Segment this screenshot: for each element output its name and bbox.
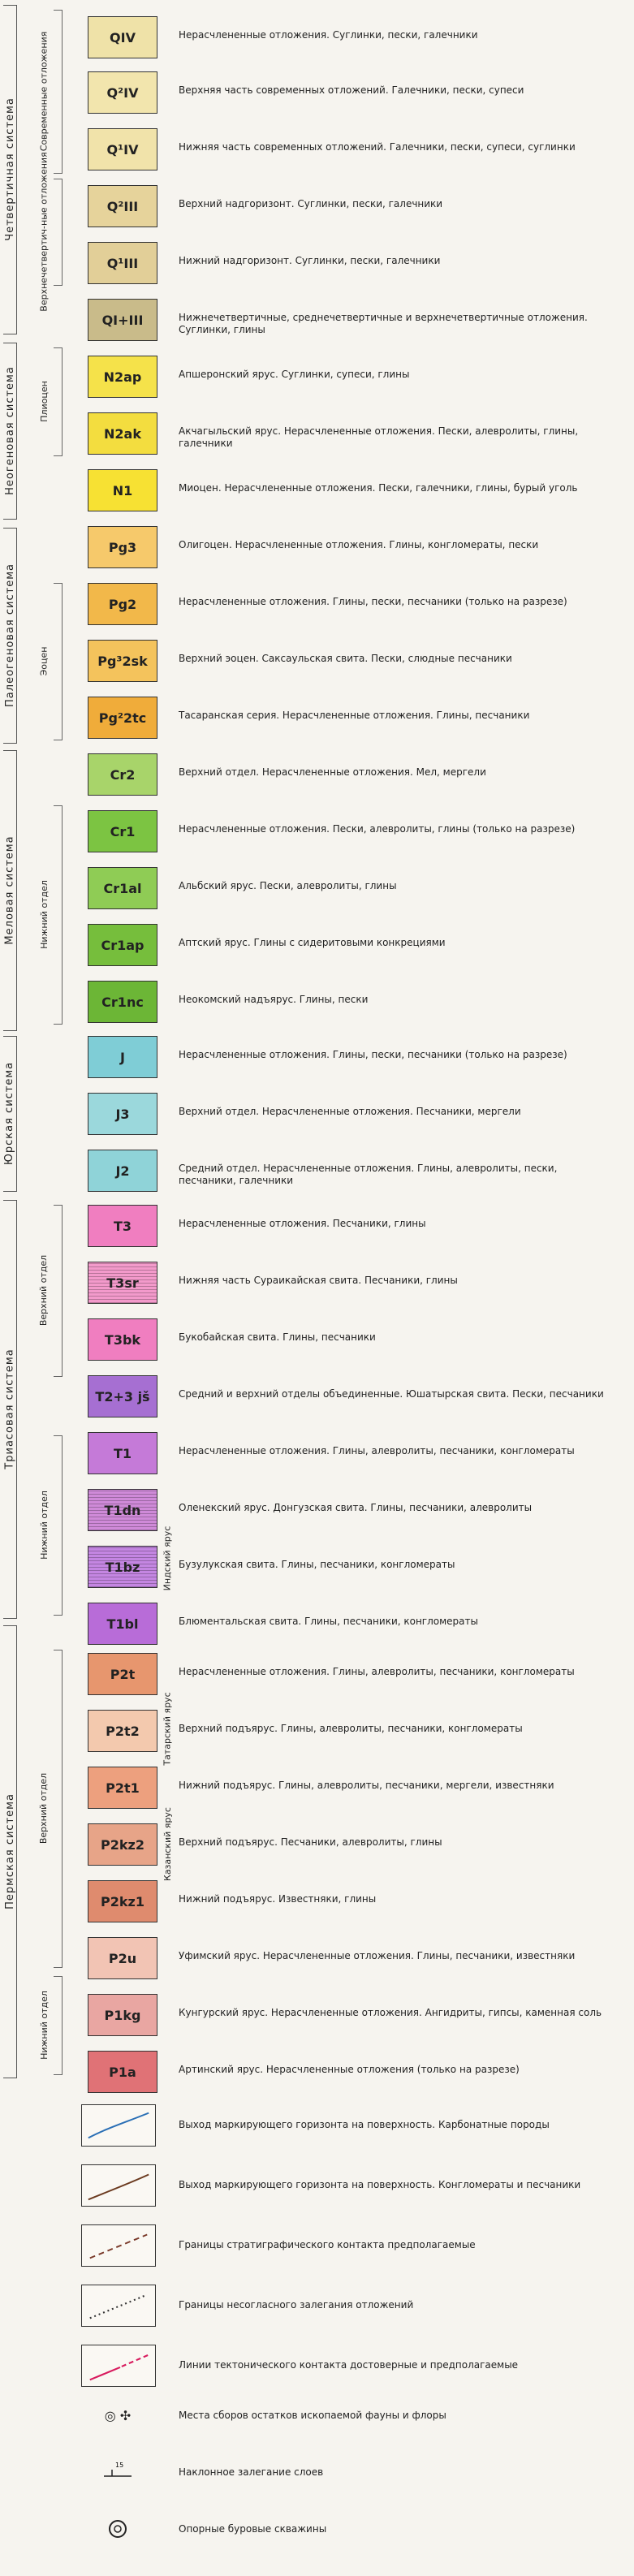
unit-description: Верхний надгоризонт. Суглинки, пески, галечники xyxy=(179,198,443,209)
unit-description: Верхний подъярус. Глины, алевролиты, песчаники, конгломераты xyxy=(179,1723,523,1734)
system-label: Пермская система xyxy=(3,1793,16,1909)
unit-description: Апшеронский ярус. Суглинки, супеси, глины xyxy=(179,369,410,380)
unit-description: Нижнечетвертичные, среднечетвертичные и верхнечетвертичные отложения. Суглинки, глины xyxy=(179,312,588,335)
unit-color-box: T3sr xyxy=(88,1262,157,1304)
unit-description: Тасаранская серия. Нерасчлененные отложения. Глины, песчаники xyxy=(179,710,530,721)
unit-description: Кунгурский ярус. Нерасчлененные отложения. Ангидриты, гипсы, каменная соль xyxy=(179,2007,602,2018)
stage-label: Казанский ярус xyxy=(162,1806,173,1881)
system-label: Палеогеновая система xyxy=(3,563,16,707)
unit-description: Миоцен. Нерасчлененные отложения. Пески, галечники, глины, бурый уголь xyxy=(179,482,578,494)
system-label: Триасовая система xyxy=(3,1348,16,1469)
unit-description: Акчагыльский ярус. Нерасчлененные отложения. Пески, алевролиты, глины, галечники xyxy=(179,425,579,449)
unit-color-box: T2+3 jš xyxy=(88,1375,157,1417)
unit-color-box: Cr1al xyxy=(88,867,157,909)
unit-color-box: P2t2 xyxy=(88,1710,157,1752)
unit-description: Нижняя часть современных отложений. Галечники, пески, супеси, суглинки xyxy=(179,141,576,153)
subdivision-label: Нижний отдел xyxy=(38,1990,50,2060)
unit-color-box: Cr1nc xyxy=(88,981,157,1023)
unconformity-dotted-line xyxy=(81,2285,156,2327)
unit-description: Аптский ярус. Глины с сидеритовыми конкрециями xyxy=(179,937,446,948)
unit-color-box: Pg²2tc xyxy=(88,697,157,739)
subdivision-bracket xyxy=(54,1650,63,1968)
subdivision-bracket xyxy=(54,1976,63,2075)
subdivision-bracket xyxy=(54,583,63,740)
unit-description: Средний и верхний отделы объединенные. Юшатырская свита. Пески, песчаники xyxy=(179,1388,604,1400)
unit-description: Нерасчлененные отложения. Пески, алевролиты, глины (только на разрезе) xyxy=(179,823,576,835)
marker-description: Наклонное залегание слоев xyxy=(179,2466,324,2478)
unit-color-box: P2kz2 xyxy=(88,1823,157,1866)
subdivision-bracket xyxy=(54,805,63,1025)
unit-color-box: J xyxy=(88,1036,157,1078)
symbol-description: Выход маркирующего горизонта на поверхность. Карбонатные породы xyxy=(179,2119,550,2130)
unit-description: Нижний надгоризонт. Суглинки, пески, галечники xyxy=(179,255,441,266)
subdivision-label: Верхнечетвертич-ные отложения xyxy=(38,151,50,312)
unit-color-box: Pg³2sk xyxy=(88,640,157,682)
unit-color-box: QI+III xyxy=(88,299,157,341)
unit-color-box: N2ap xyxy=(88,356,157,398)
unit-color-box: T1dn xyxy=(88,1489,157,1531)
unit-color-box: P2u xyxy=(88,1937,157,1979)
subdivision-bracket xyxy=(54,10,63,174)
marker-horizon-conglomerate-line xyxy=(81,2164,156,2207)
unit-color-box: Q¹III xyxy=(88,242,157,284)
unit-description: Олигоцен. Нерасчлененные отложения. Глины, конгломераты, пески xyxy=(179,539,539,550)
unit-description: Нерасчлененные отложения. Песчаники, глины xyxy=(179,1218,426,1229)
unit-color-box: Cr1 xyxy=(88,810,157,852)
symbol-description: Выход маркирующего горизонта на поверхность. Конгломераты и песчаники xyxy=(179,2179,581,2190)
unit-color-box: T3bk xyxy=(88,1318,157,1361)
unit-color-box: T1bz xyxy=(88,1546,157,1588)
unit-color-box: T1bl xyxy=(88,1603,157,1645)
unit-description: Букобайская свита. Глины, песчаники xyxy=(179,1331,376,1343)
dip-strike-icon xyxy=(97,2460,138,2484)
subdivision-bracket xyxy=(54,347,63,456)
stage-label: Татарский ярус xyxy=(162,1691,173,1766)
unit-description: Средний отдел. Нерасчлененные отложения. Глины, алевролиты, пески, песчаники, галечники xyxy=(179,1163,558,1186)
unit-color-box: Q²III xyxy=(88,185,157,227)
subdivision-bracket xyxy=(54,1435,63,1616)
unit-description: Нерасчлененные отложения. Глины, алевролиты, песчаники, конгломераты xyxy=(179,1666,575,1677)
subdivision-label: Современные отложения xyxy=(38,31,50,151)
subdivision-bracket xyxy=(54,1205,63,1377)
fossil-site-icon: ◎ ✣ xyxy=(104,2407,132,2423)
marker-description: Опорные буровые скважины xyxy=(179,2523,327,2535)
subdivision-label: Нижний отдел xyxy=(38,1490,50,1560)
unit-color-box: Q²IV xyxy=(88,71,157,114)
unit-description: Верхняя часть современных отложений. Галечники, пески, супеси xyxy=(179,84,524,96)
symbol-description: Линии тектонического контакта достоверные и предполагаемые xyxy=(179,2359,519,2371)
unit-description: Верхний отдел. Нерасчлененные отложения. Мел, мергели xyxy=(179,766,486,778)
symbol-description: Границы несогласного залегания отложений xyxy=(179,2299,414,2311)
unit-description: Артинский ярус. Нерасчлененные отложения (только на разрезе) xyxy=(179,2064,520,2075)
subdivision-label: Нижний отдел xyxy=(38,879,50,949)
unit-color-box: P2t1 xyxy=(88,1767,157,1809)
unit-color-box: P1a xyxy=(88,2051,157,2093)
unit-description: Нерасчлененные отложения. Глины, пески, песчаники (только на разрезе) xyxy=(179,596,567,607)
symbol-description: Границы стратиграфического контакта предполагаемые xyxy=(179,2239,476,2250)
unit-description: Нижний подъярус. Известняки, глины xyxy=(179,1893,377,1905)
unit-description: Нерасчлененные отложения. Суглинки, пески, галечники xyxy=(179,29,478,41)
unit-color-box: P2kz1 xyxy=(88,1880,157,1922)
unit-color-box: Pg3 xyxy=(88,526,157,568)
unit-color-box: Q¹IV xyxy=(88,128,157,170)
subdivision-label: Эоцен xyxy=(38,646,50,675)
marker-horizon-carbonate-line xyxy=(81,2104,156,2147)
tectonic-contact-line xyxy=(81,2345,156,2387)
unit-color-box: QIV xyxy=(88,16,157,58)
unit-color-box: J3 xyxy=(88,1093,157,1135)
system-label: Неогеновая система xyxy=(3,365,16,495)
unit-color-box: Cr1ap xyxy=(88,924,157,966)
unit-description: Блюментальская свита. Глины, песчаники, конгломераты xyxy=(179,1616,478,1627)
unit-description: Верхний отдел. Нерасчлененные отложения. Песчаники, мергели xyxy=(179,1106,521,1117)
unit-color-box: P2t xyxy=(88,1653,157,1695)
marker-description: Места сборов остатков ископаемой фауны и флоры xyxy=(179,2410,446,2421)
unit-description: Нижняя часть Сураикайская свита. Песчаники, глины xyxy=(179,1275,458,1286)
stage-label: Индский ярус xyxy=(162,1525,173,1590)
unit-description: Нижний подъярус. Глины, алевролиты, песчаники, мергели, известняки xyxy=(179,1780,554,1791)
unit-color-box: N2ak xyxy=(88,412,157,455)
borehole-icon xyxy=(97,2517,138,2541)
unit-color-box: P1kg xyxy=(88,1994,157,2036)
unit-description: Бузулукская свита. Глины, песчаники, конгломераты xyxy=(179,1559,455,1570)
unit-description: Нерасчлененные отложения. Глины, пески, песчаники (только на разрезе) xyxy=(179,1049,567,1060)
system-label: Меловая система xyxy=(3,835,16,945)
unit-description: Нерасчлененные отложения. Глины, алевролиты, песчаники, конгломераты xyxy=(179,1445,575,1456)
svg-text:15: 15 xyxy=(115,2462,124,2469)
subdivision-bracket xyxy=(54,179,63,286)
unit-color-box: J2 xyxy=(88,1150,157,1192)
unit-description: Верхний подъярус. Песчаники, алевролиты, глины xyxy=(179,1836,442,1848)
subdivision-label: Верхний отдел xyxy=(38,1772,50,1844)
unit-color-box: Cr2 xyxy=(88,753,157,796)
unit-description: Верхний эоцен. Саксаульская свита. Пески, слюдные песчаники xyxy=(179,653,512,664)
subdivision-label: Верхний отдел xyxy=(38,1254,50,1326)
subdivision-label: Плиоцен xyxy=(38,380,50,422)
assumed-contact-dashed-line xyxy=(81,2224,156,2267)
system-label: Четвертичная система xyxy=(3,97,16,241)
unit-description: Оленекский ярус. Донгузская свита. Глины, песчаники, алевролиты xyxy=(179,1502,533,1513)
unit-color-box: N1 xyxy=(88,469,157,511)
unit-description: Неокомский надъярус. Глины, пески xyxy=(179,994,369,1005)
unit-description: Уфимский ярус. Нерасчлененные отложения. Глины, песчаники, известняки xyxy=(179,1950,576,1961)
system-label: Юрская система xyxy=(3,1061,16,1165)
unit-color-box: Pg2 xyxy=(88,583,157,625)
unit-color-box: T1 xyxy=(88,1432,157,1474)
unit-description: Альбский ярус. Пески, алевролиты, глины xyxy=(179,880,397,891)
unit-color-box: T3 xyxy=(88,1205,157,1247)
